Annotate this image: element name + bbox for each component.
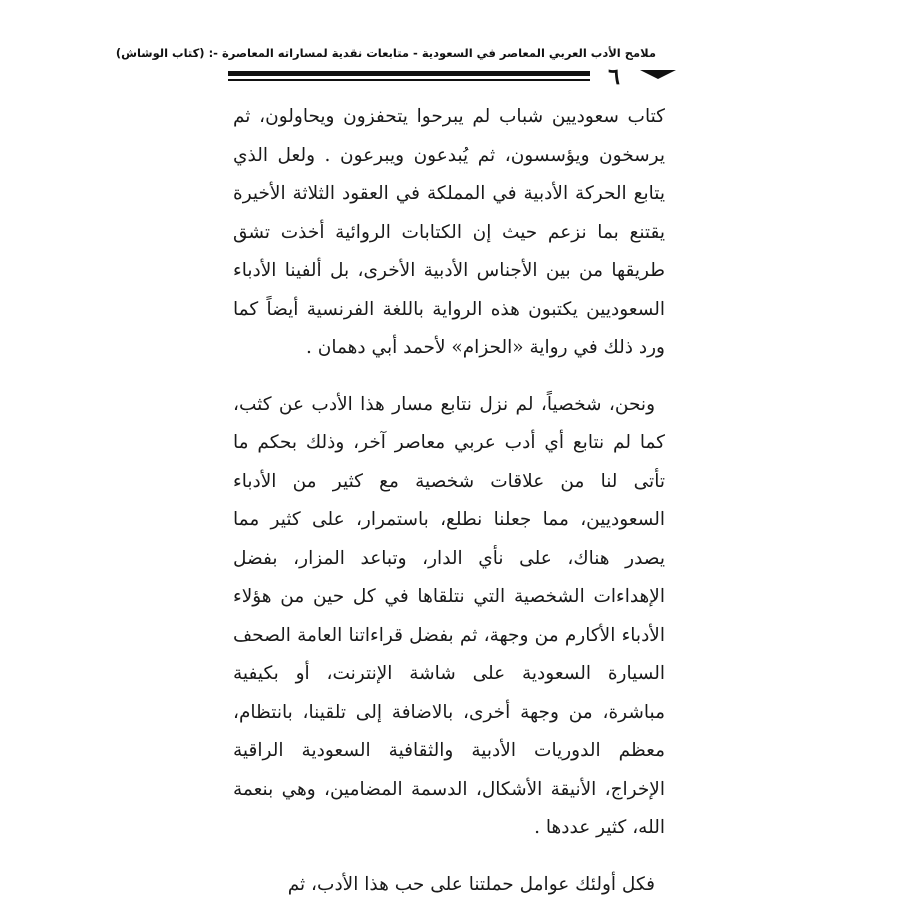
paragraph: ونحن، شخصياً، لم نزل نتابع مسار هذا الأدب عن كثب، كما لم نتابع أي أدب عربي معاصر آخر، وذلك بحكم ما تأتى لنا من علاقات شخصية مع كثير من الأدباء السعوديين، مما جعلنا نطلع، باستمرار، على كثير مما يصدر هناك، على نأي الدار، وتباعد المزار، بفضل الإهداءات الشخصية التي نتلقاها في كل حين من هؤلاء الأدباء الأكارم من وجهة، ثم بفضل قراءاتنا العامة الصحف السيارة السعودية على شاشة الإنترنت، أو بكيفية مباشرة، من وجهة أخرى، بالاضافة إلى تلقينا، بانتظام، معظم الدوريات الأدبية والثقافية السعودية الراقية الإخراج، الأنيقة الأشكال، الدسمة المضامين، وهي بنعمة الله، كثير عددها . bbox=[233, 386, 665, 848]
page-number: ٦ bbox=[596, 64, 632, 90]
running-header: ملامح الأدب العربي المعاصر في السعودية - متابعات نقدية لمساراته المعاصرة -: (كتاب الوشاش) bbox=[228, 46, 656, 60]
header-rule bbox=[228, 68, 683, 90]
paragraph: فكل أولئك عوامل حملتنا على حب هذا الأدب، ثم bbox=[233, 866, 665, 904]
corner-ornament-icon bbox=[640, 70, 676, 79]
body-text bbox=[233, 98, 665, 904]
paragraph: كتاب سعوديين شباب لم يبرحوا يتحفزون ويحاولون، ثم يرسخون ويؤسسون، ثم يُبدعون ويبرعون . ولعل الذي يتابع الحركة الأدبية في المملكة في العقود الثلاثة الأخيرة يقتنع بما نزعم حيث إن الكتابات الروائية أخذت تشق طريقها من بين الأجناس الأدبية الأخرى، بل ألفينا الأدباء السعوديين يكتبون هذه الرواية باللغة الفرنسية أيضاً كما ورد ذلك في رواية «الحزام» لأحمد أبي دهمان . bbox=[233, 98, 665, 368]
header-rule-thin bbox=[228, 79, 590, 81]
header-rule-thick bbox=[228, 71, 590, 76]
